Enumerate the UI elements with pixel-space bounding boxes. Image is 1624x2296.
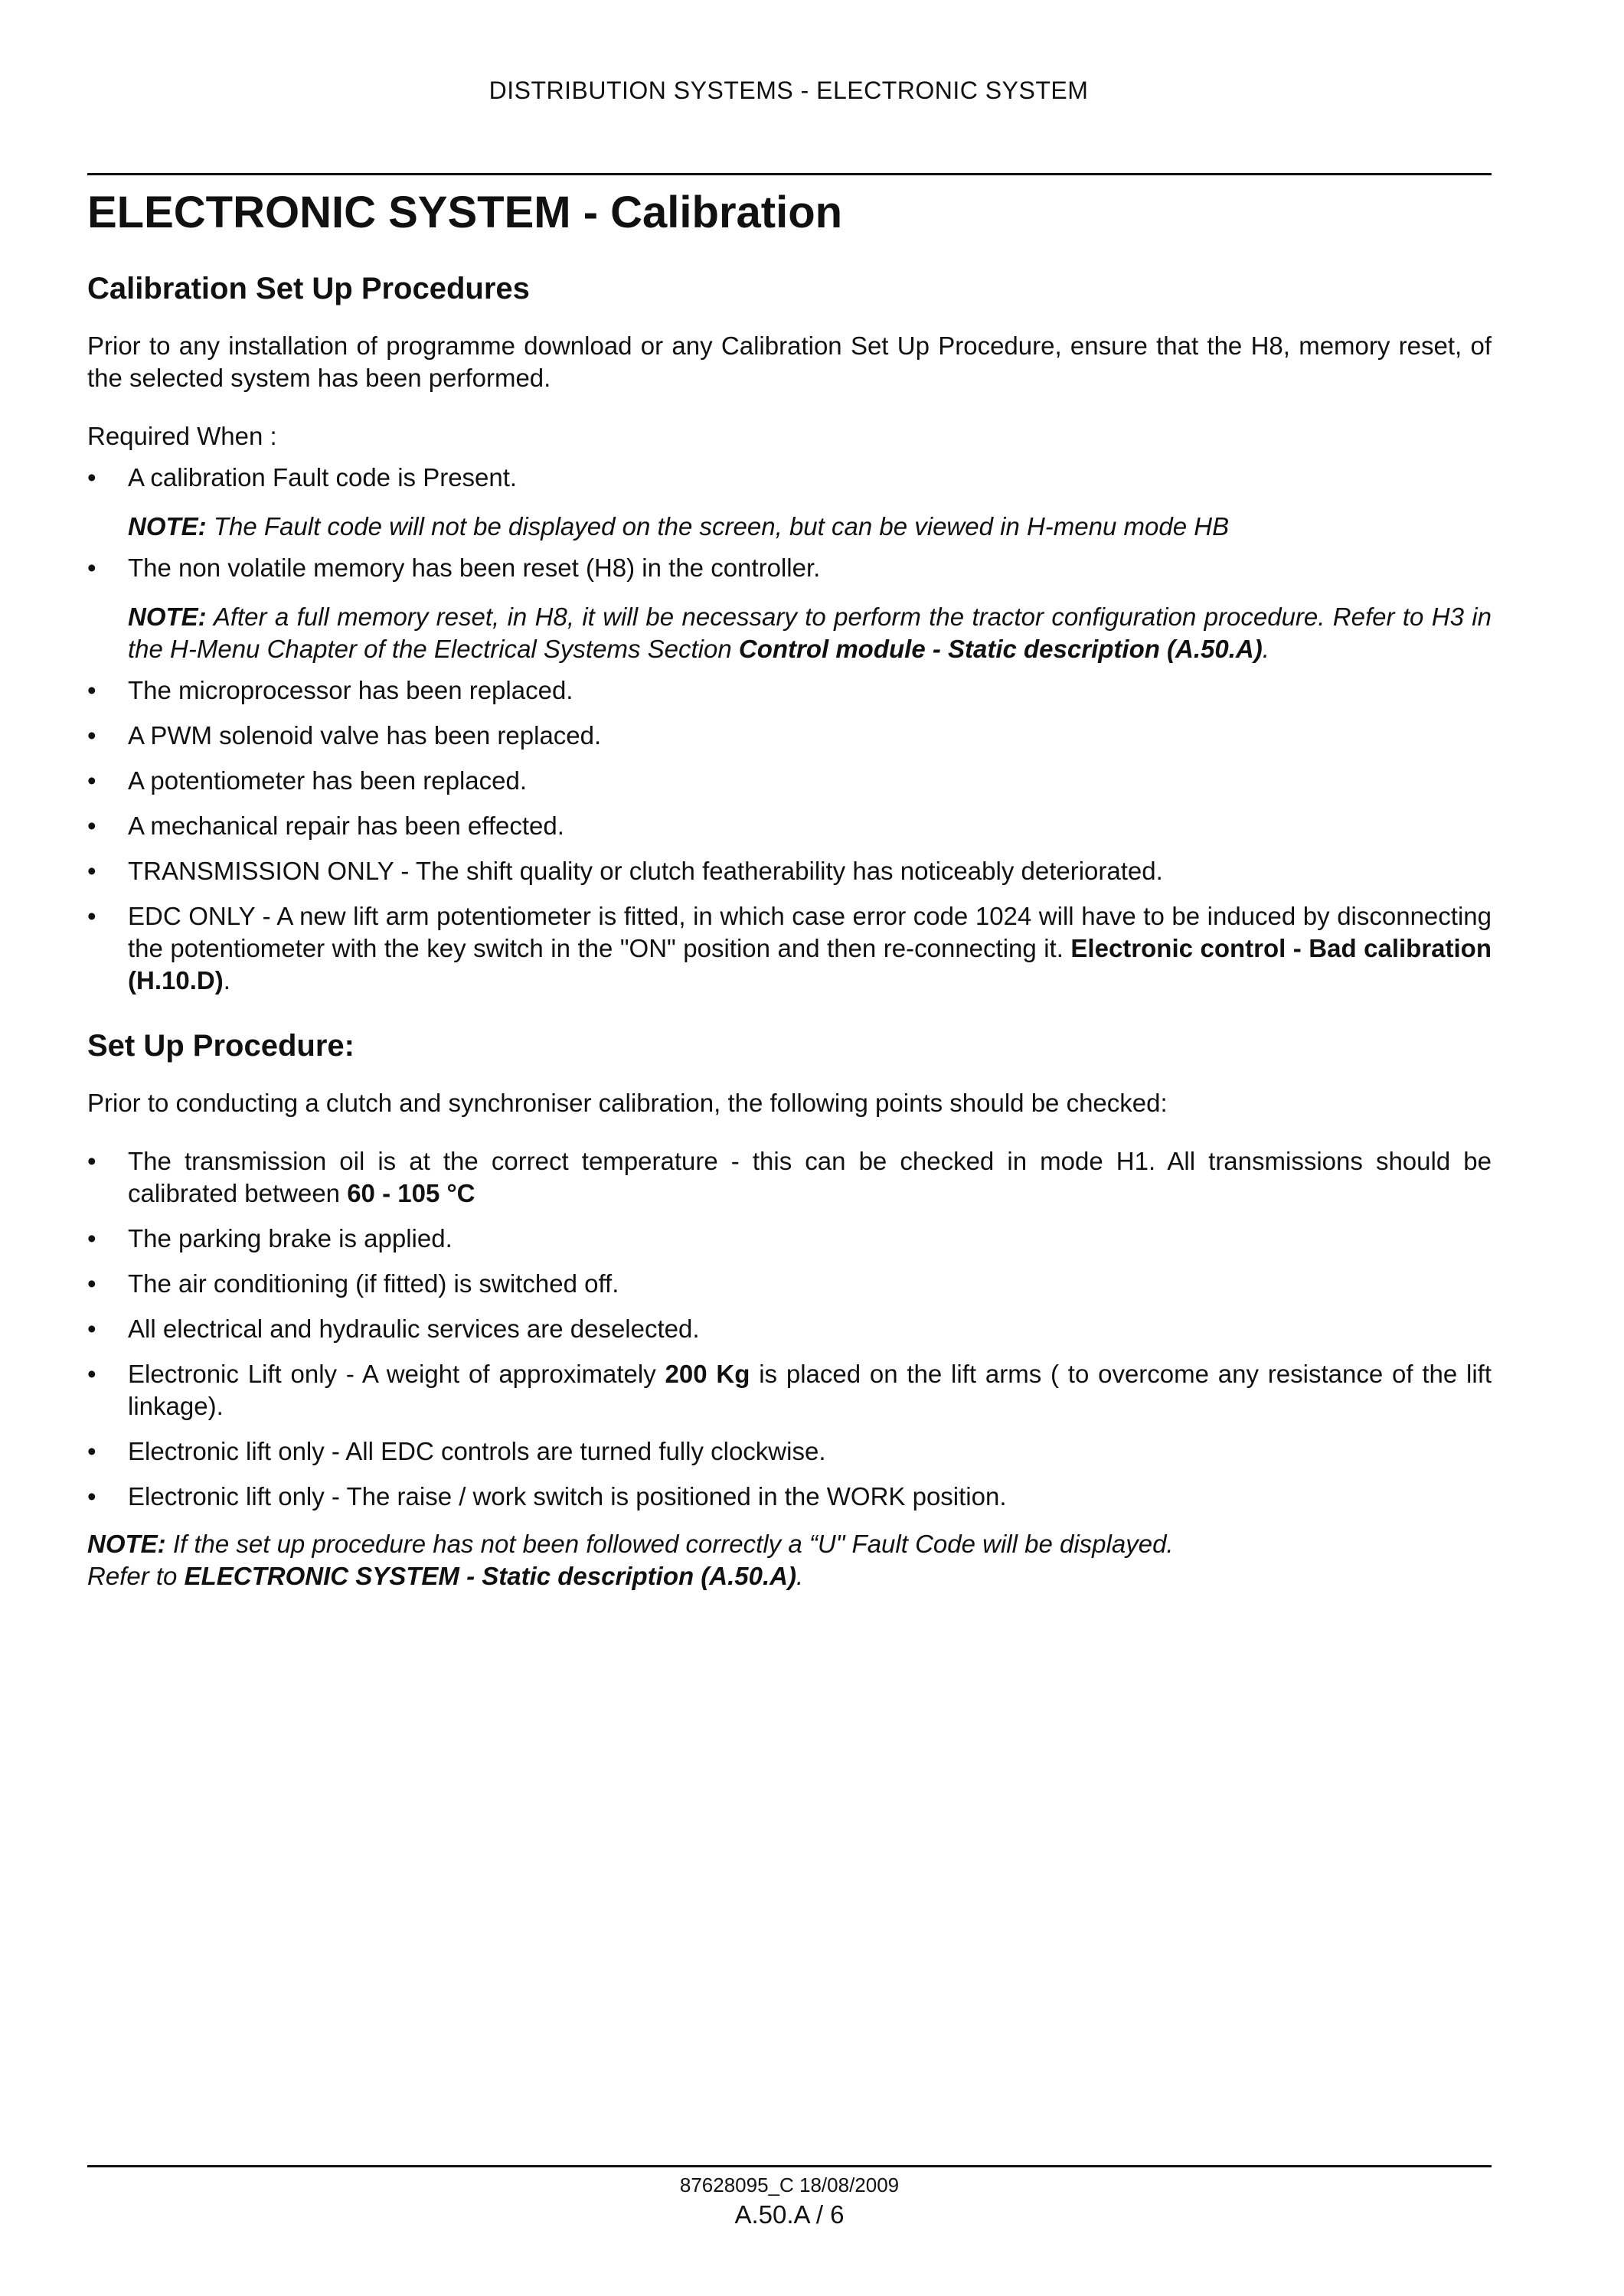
bullet-icon: • (87, 1269, 96, 1298)
section-heading-calibration: Calibration Set Up Procedures (87, 271, 530, 305)
required-when-list-cont (87, 552, 1492, 584)
list-item: • A mechanical repair has been effected. (87, 810, 1492, 842)
note: NOTE: After a full memory reset, in H8, it will be necessary to perform the tractor configuration procedure. Refer to H3 in the H-Menu Chapter of the Electrical Systems Section Control module - Static description (A.50.A). (128, 602, 1492, 663)
required-when-label: Required When : (87, 421, 277, 450)
list-item: • The air conditioning (if fitted) is switched off. (87, 1268, 1492, 1300)
note: NOTE: The Fault code will not be displayed on the screen, but can be viewed in H-menu mode HB (128, 511, 1230, 541)
section-intro: Prior to any installation of programme download or any Calibration Set Up Procedure, ensure that the H8, memory reset, of the selected system has been performed. (87, 331, 1492, 392)
bullet-icon: • (87, 901, 96, 930)
required-when-list-rest (87, 674, 1492, 997)
header-divider (87, 173, 1492, 175)
page-title: ELECTRONIC SYSTEM - Calibration (87, 188, 843, 237)
section-intro: Prior to conducting a clutch and synchroniser calibration, the following points should be checked: (87, 1088, 1168, 1117)
footer-divider (87, 2165, 1492, 2167)
list-item: • Electronic lift only - All EDC controls are turned fully clockwise. (87, 1435, 1492, 1468)
list-item: • All electrical and hydraulic services are deselected. (87, 1313, 1492, 1345)
document-code: 87628095_C 18/08/2009 (679, 2174, 900, 2196)
list-item: • EDC ONLY - A new lift arm potentiometer is fitted, in which case error code 1024 will have to be induced by disconnecting the potentiometer with the key switch in the "ON" position and then re-connecting it. Electronic control - Bad calibration (H.10.D). (87, 901, 1492, 994)
bullet-icon: • (87, 1359, 96, 1388)
bullet-icon: • (87, 553, 96, 582)
bullet-icon: • (87, 675, 96, 704)
bullet-icon: • (87, 1314, 96, 1343)
list-item: • A potentiometer has been replaced. (87, 765, 1492, 797)
bullet-icon: • (87, 766, 96, 795)
required-when-list (87, 462, 1492, 494)
bullet-icon: • (87, 462, 96, 492)
cross-reference-link[interactable]: Electronic control - Bad calibration (H.10.D) (128, 933, 1492, 994)
bullet-icon: • (87, 1223, 96, 1253)
bullet-icon: • (87, 1481, 96, 1511)
list-item: • The parking brake is applied. (87, 1223, 1492, 1255)
list-item: • A calibration Fault code is Present. (87, 462, 1492, 494)
list-item: • TRANSMISSION ONLY - The shift quality or clutch featherability has noticeably deteriorated. (87, 855, 1492, 887)
list-item: • The microprocessor has been replaced. (87, 674, 1492, 707)
bullet-icon: • (87, 1146, 96, 1175)
note: NOTE: If the set up procedure has not been followed correctly a “U" Fault Code will be displayed. Refer to ELECTRONIC SYSTEM - Static description (A.50.A). (87, 1529, 1174, 1590)
bullet-icon: • (87, 811, 96, 840)
setup-checklist (87, 1145, 1492, 1513)
bullet-icon: • (87, 856, 96, 885)
bullet-icon: • (87, 720, 96, 750)
running-header: DISTRIBUTION SYSTEMS - ELECTRONIC SYSTEM (489, 77, 1089, 104)
list-item: • Electronic Lift only - A weight of approximately 200 Kg is placed on the lift arms ( to overcome any resistance of the lift linkage). (87, 1359, 1492, 1420)
cross-reference-link[interactable]: ELECTRONIC SYSTEM - Static description (A.50.A) (184, 1561, 796, 1590)
section-heading-setup: Set Up Procedure: (87, 1028, 355, 1063)
page-content (87, 173, 1492, 1592)
list-item: • The transmission oil is at the correct temperature - this can be checked in mode H1. All transmissions should be calibrated between 60 - 105 °C (87, 1146, 1492, 1207)
list-item: • The non volatile memory has been reset (H8) in the controller. (87, 552, 1492, 584)
list-item: • A PWM solenoid valve has been replaced. (87, 720, 1492, 752)
page-number: A.50.A / 6 (734, 2200, 845, 2229)
bullet-icon: • (87, 1436, 96, 1465)
page-footer (87, 2165, 1492, 2229)
list-item: • Electronic lift only - The raise / work switch is positioned in the WORK position. (87, 1481, 1492, 1513)
cross-reference-link[interactable]: Control module - Static description (A.50.A) (738, 634, 1263, 663)
